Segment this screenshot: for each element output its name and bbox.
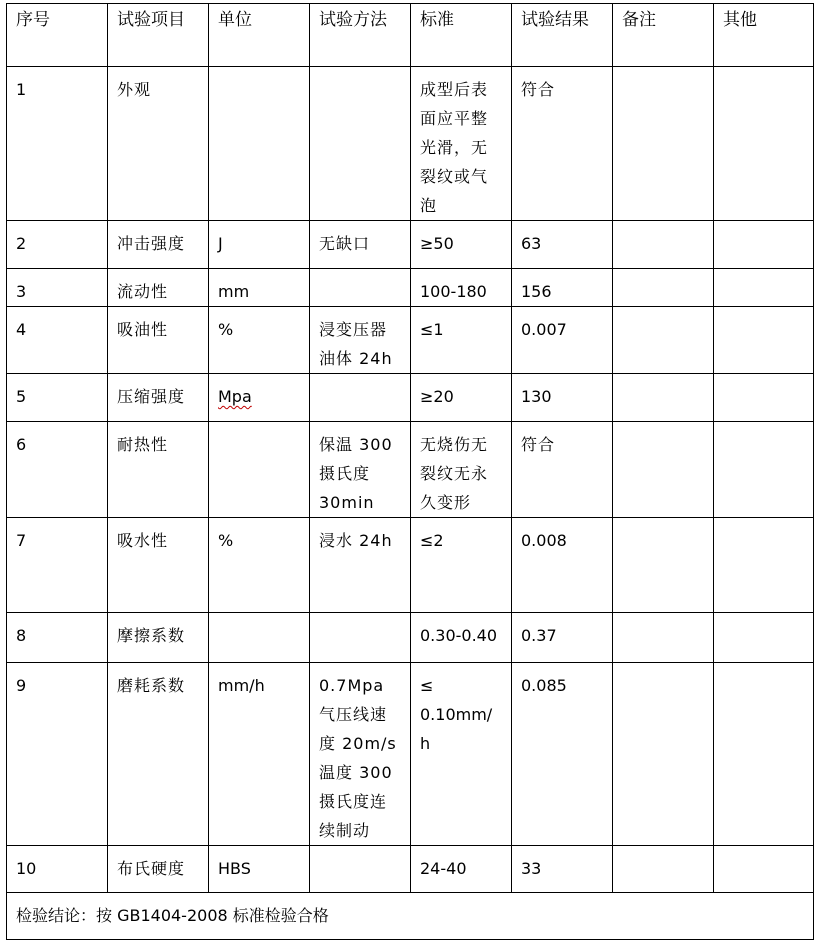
- cell-standard: ≤1: [411, 307, 512, 374]
- cell-note: [613, 269, 714, 307]
- cell-standard: ≤2: [411, 518, 512, 613]
- cell-unit: [209, 67, 310, 221]
- cell-method: 保温 300 摄氏度 30min: [310, 422, 411, 518]
- cell-other: [714, 422, 814, 518]
- table-row: [7, 221, 814, 269]
- cell-method: [310, 374, 411, 422]
- cell-item: 布氏硬度: [108, 846, 209, 893]
- table-row: [7, 846, 814, 893]
- cell-result: 0.008: [512, 518, 613, 613]
- cell-no: 8: [7, 613, 108, 663]
- cell-no: 3: [7, 269, 108, 307]
- cell-unit: mm/h: [209, 663, 310, 846]
- cell-unit: %: [209, 518, 310, 613]
- cell-note: [613, 518, 714, 613]
- cell-result: 156: [512, 269, 613, 307]
- cell-standard: 0.30-0.40: [411, 613, 512, 663]
- cell-no: 7: [7, 518, 108, 613]
- cell-note: [613, 221, 714, 269]
- header-unit: 单位: [209, 4, 310, 67]
- cell-item: 冲击强度: [108, 221, 209, 269]
- test-report-table: [6, 3, 814, 940]
- cell-method: [310, 67, 411, 221]
- cell-standard: ≤ 0.10mm/h: [411, 663, 512, 846]
- cell-item: 吸油性: [108, 307, 209, 374]
- cell-item: 摩擦系数: [108, 613, 209, 663]
- cell-method: [310, 269, 411, 307]
- cell-result: 33: [512, 846, 613, 893]
- cell-other: [714, 846, 814, 893]
- cell-no: 1: [7, 67, 108, 221]
- cell-note: [613, 846, 714, 893]
- table-row: [7, 374, 814, 422]
- cell-note: [613, 422, 714, 518]
- cell-result: 0.37: [512, 613, 613, 663]
- cell-result: 63: [512, 221, 613, 269]
- cell-unit: mm: [209, 269, 310, 307]
- cell-no: 6: [7, 422, 108, 518]
- cell-method: 0.7Mpa 气压线速度 20m/s 温度 300 摄氏度连续制动: [310, 663, 411, 846]
- cell-other: [714, 307, 814, 374]
- cell-method: [310, 613, 411, 663]
- table-row: [7, 67, 814, 221]
- cell-note: [613, 374, 714, 422]
- cell-item: 磨耗系数: [108, 663, 209, 846]
- table-row: [7, 269, 814, 307]
- cell-method: 浸变压器油体 24h: [310, 307, 411, 374]
- cell-result: 符合: [512, 422, 613, 518]
- cell-method: [310, 846, 411, 893]
- table-row: [7, 307, 814, 374]
- cell-no: 4: [7, 307, 108, 374]
- cell-standard: ≥50: [411, 221, 512, 269]
- cell-note: [613, 307, 714, 374]
- cell-standard: 无烧伤无裂纹无永久变形: [411, 422, 512, 518]
- spellcheck-underlined-unit: Mpa: [218, 387, 252, 406]
- cell-result: 0.085: [512, 663, 613, 846]
- header-note: 备注: [613, 4, 714, 67]
- cell-other: [714, 613, 814, 663]
- cell-standard: 成型后表面应平整光滑，无裂纹或气泡: [411, 67, 512, 221]
- cell-item: 吸水性: [108, 518, 209, 613]
- cell-other: [714, 663, 814, 846]
- table-row: [7, 613, 814, 663]
- header-item: 试验项目: [108, 4, 209, 67]
- cell-result: 130: [512, 374, 613, 422]
- header-no: 序号: [7, 4, 108, 67]
- cell-no: 9: [7, 663, 108, 846]
- cell-other: [714, 518, 814, 613]
- conclusion-row: [7, 893, 814, 940]
- conclusion-text: 检验结论：按 GB1404-2008 标准检验合格: [7, 893, 814, 940]
- cell-unit: %: [209, 307, 310, 374]
- cell-item: 耐热性: [108, 422, 209, 518]
- cell-other: [714, 374, 814, 422]
- table-row: [7, 422, 814, 518]
- header-other: 其他: [714, 4, 814, 67]
- cell-standard: ≥20: [411, 374, 512, 422]
- header-result: 试验结果: [512, 4, 613, 67]
- cell-no: 10: [7, 846, 108, 893]
- cell-note: [613, 613, 714, 663]
- cell-other: [714, 269, 814, 307]
- cell-unit: [209, 374, 310, 422]
- cell-item: 压缩强度: [108, 374, 209, 422]
- cell-result: 0.007: [512, 307, 613, 374]
- cell-no: 5: [7, 374, 108, 422]
- cell-no: 2: [7, 221, 108, 269]
- table-row: [7, 663, 814, 846]
- cell-note: [613, 67, 714, 221]
- cell-other: [714, 221, 814, 269]
- cell-other: [714, 67, 814, 221]
- cell-standard: 24-40: [411, 846, 512, 893]
- cell-item: 流动性: [108, 269, 209, 307]
- cell-unit: J: [209, 221, 310, 269]
- header-standard: 标准: [411, 4, 512, 67]
- header-method: 试验方法: [310, 4, 411, 67]
- cell-result: 符合: [512, 67, 613, 221]
- cell-unit: HBS: [209, 846, 310, 893]
- cell-unit: [209, 613, 310, 663]
- cell-note: [613, 663, 714, 846]
- header-row: [7, 4, 814, 67]
- table-row: [7, 518, 814, 613]
- cell-method: 无缺口: [310, 221, 411, 269]
- cell-unit: [209, 422, 310, 518]
- cell-item: 外观: [108, 67, 209, 221]
- cell-method: 浸水 24h: [310, 518, 411, 613]
- cell-standard: 100-180: [411, 269, 512, 307]
